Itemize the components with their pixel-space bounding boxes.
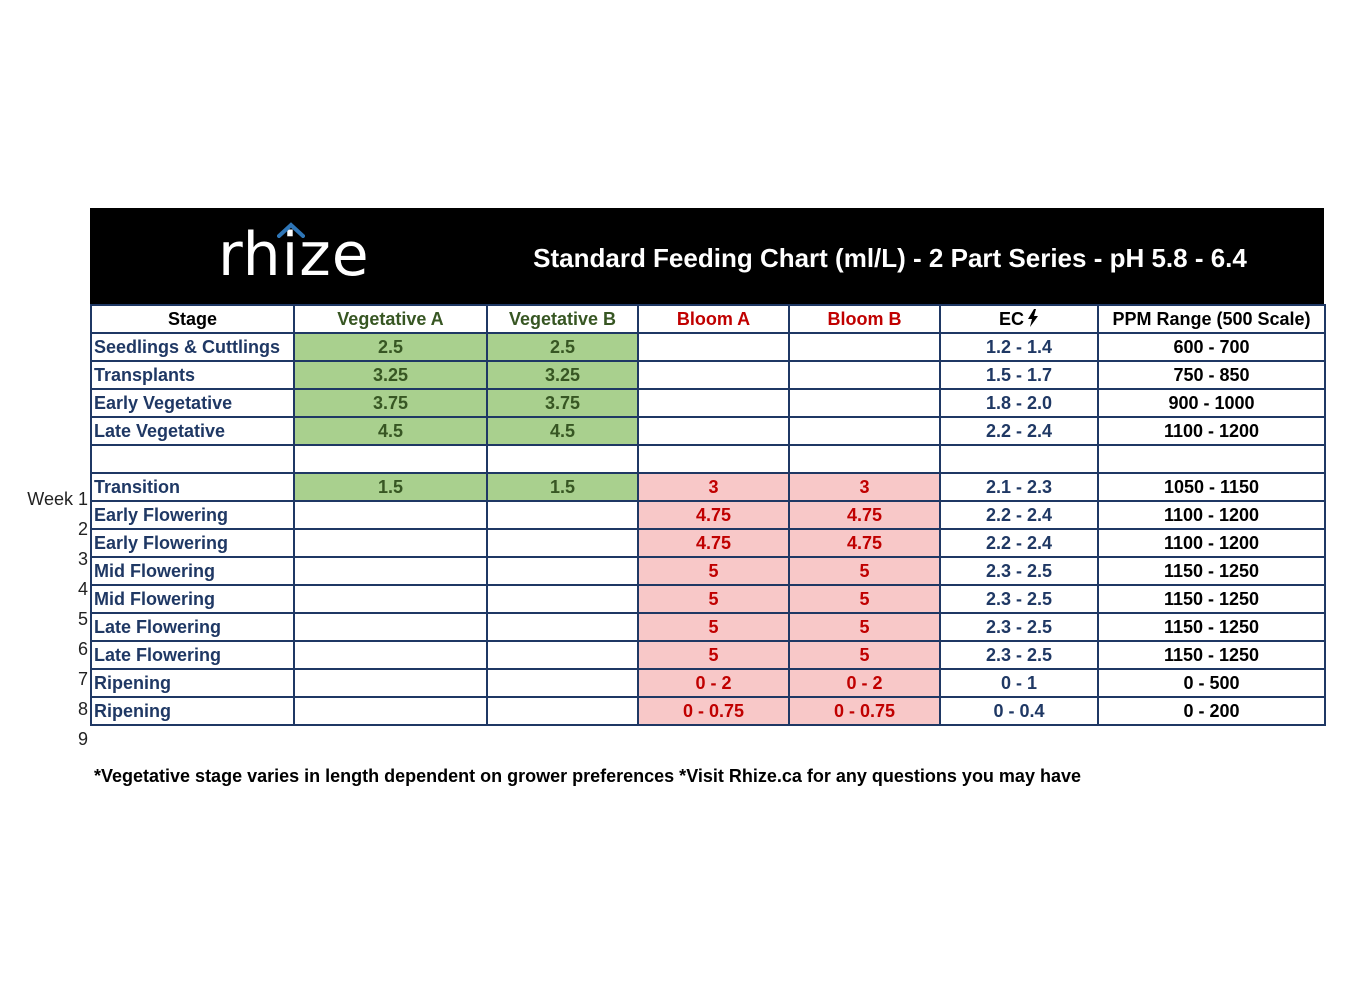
table-row	[91, 585, 1325, 613]
cell-ppm: 900 - 1000	[1098, 389, 1325, 417]
table-row	[91, 697, 1325, 725]
cell-ppm: 750 - 850	[1098, 361, 1325, 389]
cell-ppm: 1100 - 1200	[1098, 501, 1325, 529]
cell-veg-b	[487, 529, 638, 557]
cell-bloom-b	[789, 417, 940, 445]
cell-ec: 0 - 0.4	[940, 697, 1098, 725]
cell-veg-a	[294, 613, 487, 641]
cell-bloom-b	[789, 445, 940, 473]
cell-veg-a	[294, 501, 487, 529]
cell-veg-b	[487, 445, 638, 473]
cell-bloom-a: 5	[638, 613, 789, 641]
cell-ec: 2.3 - 2.5	[940, 613, 1098, 641]
cell-veg-b	[487, 669, 638, 697]
cell-stage: Ripening	[91, 697, 294, 725]
cell-bloom-b: 5	[789, 557, 940, 585]
cell-stage: Early Vegetative	[91, 389, 294, 417]
table-row	[91, 389, 1325, 417]
column-header-ppm-range: PPM Range (500 Scale)	[1098, 305, 1325, 333]
cell-veg-a	[294, 557, 487, 585]
cell-bloom-a: 4.75	[638, 501, 789, 529]
cell-stage	[91, 445, 294, 473]
cell-ppm: 1150 - 1250	[1098, 613, 1325, 641]
cell-veg-a: 3.25	[294, 361, 487, 389]
week-label: 6	[77, 639, 88, 659]
header-row	[91, 305, 1325, 333]
cell-bloom-a	[638, 333, 789, 361]
cell-bloom-b: 0 - 2	[789, 669, 940, 697]
table-row	[91, 333, 1325, 361]
lightning-bolt-icon	[1027, 309, 1039, 327]
cell-stage: Mid Flowering	[91, 557, 294, 585]
week-label: 5	[77, 609, 88, 629]
cell-veg-a	[294, 641, 487, 669]
cell-veg-a: 3.75	[294, 389, 487, 417]
cell-bloom-a: 0 - 0.75	[638, 697, 789, 725]
cell-veg-b: 3.75	[487, 389, 638, 417]
cell-ppm: 1150 - 1250	[1098, 557, 1325, 585]
cell-ppm: 0 - 200	[1098, 697, 1325, 725]
cell-veg-a: 2.5	[294, 333, 487, 361]
cell-ppm	[1098, 445, 1325, 473]
cell-ec: 2.3 - 2.5	[940, 585, 1098, 613]
cell-ppm: 1150 - 1250	[1098, 585, 1325, 613]
cell-veg-b	[487, 501, 638, 529]
cell-veg-a	[294, 585, 487, 613]
cell-bloom-b: 5	[789, 641, 940, 669]
cell-ec: 1.2 - 1.4	[940, 333, 1098, 361]
week-label: 4	[77, 579, 88, 599]
rhize-logo	[218, 220, 378, 290]
cell-bloom-a	[638, 417, 789, 445]
cell-ppm: 1150 - 1250	[1098, 641, 1325, 669]
cell-stage: Late Flowering	[91, 613, 294, 641]
column-header-bloom-a: Bloom A	[638, 305, 789, 333]
cell-bloom-a	[638, 389, 789, 417]
cell-bloom-b: 5	[789, 585, 940, 613]
cell-ec: 2.3 - 2.5	[940, 641, 1098, 669]
cell-bloom-a: 5	[638, 641, 789, 669]
week-label: 8	[77, 699, 88, 719]
cell-ec: 2.2 - 2.4	[940, 417, 1098, 445]
week-label: Week 1	[27, 489, 88, 509]
table-row	[91, 473, 1325, 501]
cell-bloom-a: 3	[638, 473, 789, 501]
cell-ec: 2.3 - 2.5	[940, 557, 1098, 585]
cell-bloom-b: 3	[789, 473, 940, 501]
table-row	[91, 501, 1325, 529]
week-label: 9	[77, 729, 88, 749]
cell-bloom-b: 0 - 0.75	[789, 697, 940, 725]
column-header-stage: Stage	[91, 305, 294, 333]
cell-stage: Transition	[91, 473, 294, 501]
cell-veg-a	[294, 669, 487, 697]
table-row	[91, 445, 1325, 473]
cell-veg-b: 2.5	[487, 333, 638, 361]
cell-veg-b: 3.25	[487, 361, 638, 389]
cell-veg-b	[487, 697, 638, 725]
cell-veg-b	[487, 585, 638, 613]
table-row	[91, 529, 1325, 557]
cell-stage: Early Flowering	[91, 529, 294, 557]
table-row	[91, 641, 1325, 669]
cell-ppm: 0 - 500	[1098, 669, 1325, 697]
cell-bloom-a: 5	[638, 585, 789, 613]
cell-ec: 0 - 1	[940, 669, 1098, 697]
cell-ec: 2.2 - 2.4	[940, 501, 1098, 529]
cell-ec	[940, 445, 1098, 473]
cell-bloom-a	[638, 361, 789, 389]
cell-ppm: 1100 - 1200	[1098, 529, 1325, 557]
cell-bloom-b	[789, 389, 940, 417]
cell-stage: Late Flowering	[91, 641, 294, 669]
cell-bloom-b	[789, 333, 940, 361]
table-row	[91, 361, 1325, 389]
cell-bloom-b: 4.75	[789, 501, 940, 529]
week-label: 3	[77, 549, 88, 569]
column-header-bloom-b: Bloom B	[789, 305, 940, 333]
cell-stage: Transplants	[91, 361, 294, 389]
column-header-vegetative-b: Vegetative B	[487, 305, 638, 333]
cell-bloom-a	[638, 445, 789, 473]
cell-veg-b: 1.5	[487, 473, 638, 501]
week-label: 7	[77, 669, 88, 689]
cell-veg-a	[294, 529, 487, 557]
table-row	[91, 669, 1325, 697]
cell-bloom-a: 0 - 2	[638, 669, 789, 697]
header-banner	[90, 208, 1324, 304]
cell-veg-b: 4.5	[487, 417, 638, 445]
cell-stage: Seedlings & Cuttlings	[91, 333, 294, 361]
cell-veg-a	[294, 697, 487, 725]
cell-stage: Mid Flowering	[91, 585, 294, 613]
cell-veg-a: 1.5	[294, 473, 487, 501]
table-row	[91, 613, 1325, 641]
ec-label: EC	[998, 309, 1024, 329]
column-header-ec	[940, 305, 1098, 333]
cell-ppm: 600 - 700	[1098, 333, 1325, 361]
roof-caret-icon	[277, 222, 305, 238]
table-row	[91, 557, 1325, 585]
cell-ec: 1.8 - 2.0	[940, 389, 1098, 417]
cell-stage: Late Vegetative	[91, 417, 294, 445]
cell-ec: 2.2 - 2.4	[940, 529, 1098, 557]
cell-bloom-a: 4.75	[638, 529, 789, 557]
cell-veg-b	[487, 613, 638, 641]
footnote: *Vegetative stage varies in length dependent on grower preferences *Visit Rhize.ca for any questions you may have	[94, 766, 1081, 786]
cell-bloom-b	[789, 361, 940, 389]
cell-veg-a: 4.5	[294, 417, 487, 445]
cell-veg-b	[487, 641, 638, 669]
column-header-vegetative-a: Vegetative A	[294, 305, 487, 333]
cell-ec: 1.5 - 1.7	[940, 361, 1098, 389]
cell-ppm: 1100 - 1200	[1098, 417, 1325, 445]
cell-veg-b	[487, 557, 638, 585]
cell-ec: 2.1 - 2.3	[940, 473, 1098, 501]
cell-ppm: 1050 - 1150	[1098, 473, 1325, 501]
week-label: 2	[77, 519, 88, 539]
chart-title: Standard Feeding Chart (ml/L) - 2 Part Series - pH 5.8 - 6.4	[533, 243, 1247, 273]
cell-stage: Ripening	[91, 669, 294, 697]
cell-bloom-b: 5	[789, 613, 940, 641]
logo-text: rhize	[218, 220, 370, 290]
table-row	[91, 417, 1325, 445]
cell-stage: Early Flowering	[91, 501, 294, 529]
cell-veg-a	[294, 445, 487, 473]
cell-bloom-b: 4.75	[789, 529, 940, 557]
feeding-chart-table	[90, 304, 1326, 726]
cell-bloom-a: 5	[638, 557, 789, 585]
